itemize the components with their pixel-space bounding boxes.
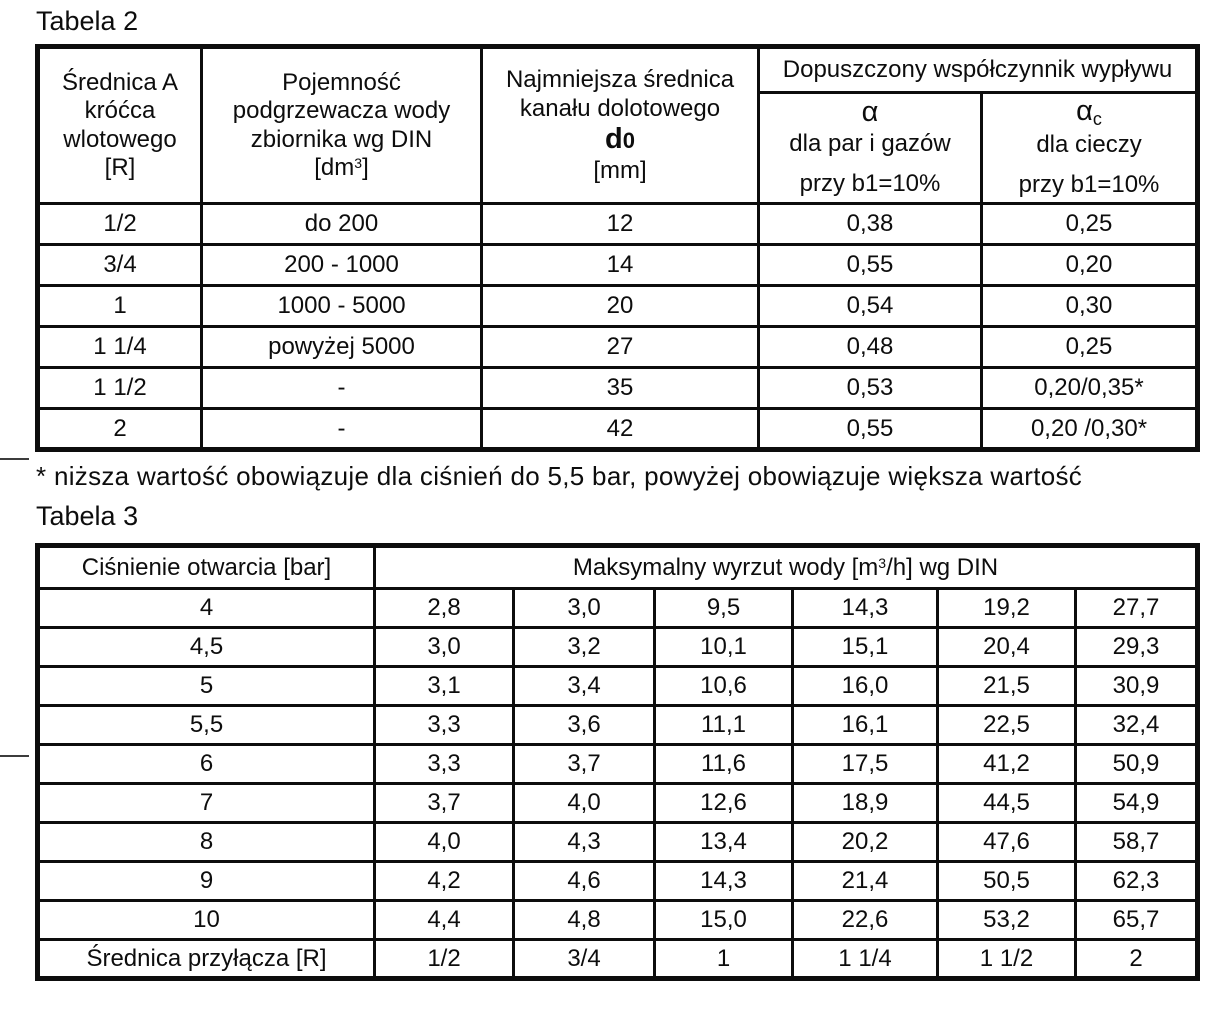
table3-cell: 4,6 <box>514 862 655 901</box>
table3-cell: 53,2 <box>938 901 1076 940</box>
table3-header-row <box>38 546 1198 589</box>
table2-cell: 1 1/4 <box>38 327 202 368</box>
table3-body <box>38 589 1198 979</box>
table2-cell: 14 <box>482 245 759 286</box>
table2-row <box>38 409 1198 450</box>
header-line: króćca <box>84 97 156 125</box>
table3-cell: 5,5 <box>38 706 375 745</box>
table3-cell: 7 <box>38 784 375 823</box>
header-line: przy b1=10% <box>799 170 941 198</box>
header-line: Średnica A <box>61 69 179 97</box>
table3-cell: 22,5 <box>938 706 1076 745</box>
header-line: dla par i gazów <box>789 129 951 157</box>
unit-superscript: 3 <box>878 554 887 571</box>
table3-cell: 30,9 <box>1076 667 1198 706</box>
table3-cell: 3,0 <box>375 628 514 667</box>
table3-cell: 65,7 <box>1076 901 1198 940</box>
table3-cell: 14,3 <box>793 589 938 628</box>
table3-cell: 15,1 <box>793 628 938 667</box>
header-unit-dm3 <box>203 154 480 182</box>
table3-cell: 4,2 <box>375 862 514 901</box>
table2-cell: 0,20 /0,30* <box>982 409 1198 450</box>
header-line: Najmniejsza średnica <box>505 66 735 94</box>
table3-cell: 4 <box>38 589 375 628</box>
table3-cell: 4,3 <box>514 823 655 862</box>
table3-cell: 1 <box>655 940 793 979</box>
table3-row <box>38 667 1198 706</box>
table3-cell: 10,6 <box>655 667 793 706</box>
table3-cell: 1 1/4 <box>793 940 938 979</box>
table3-cell: 16,0 <box>793 667 938 706</box>
table2-cell: 1000 - 5000 <box>202 286 482 327</box>
header-line: [R] <box>104 153 136 181</box>
table2-header-wspolczynnik: Dopuszczony współczynnik wypływu <box>759 47 1198 93</box>
table2-cell: 0,53 <box>759 368 982 409</box>
table2-cell: 35 <box>482 368 759 409</box>
table2-cell: 12 <box>482 204 759 245</box>
table3-row <box>38 784 1198 823</box>
table3-cell: 32,4 <box>1076 706 1198 745</box>
table2-row <box>38 286 1198 327</box>
table3-cell: 3,6 <box>514 706 655 745</box>
table2-body <box>38 204 1198 450</box>
table2-row <box>38 368 1198 409</box>
table2-cell: 20 <box>482 286 759 327</box>
table2-cell: 0,48 <box>759 327 982 368</box>
table2-header-pojemnosc <box>202 47 482 204</box>
table3-cell: 20,4 <box>938 628 1076 667</box>
table3-cell: 4,5 <box>38 628 375 667</box>
table3-cell: 18,9 <box>793 784 938 823</box>
table3-cell: 2 <box>1076 940 1198 979</box>
table3-cell: 21,4 <box>793 862 938 901</box>
table3-cell: 62,3 <box>1076 862 1198 901</box>
table2-header-row-1 <box>38 47 1198 93</box>
header-line: dla cieczy <box>1036 130 1142 158</box>
table3-row <box>38 901 1198 940</box>
table3 <box>35 543 1200 981</box>
header-line: Pojemność <box>282 69 401 97</box>
table3-cell: 10,1 <box>655 628 793 667</box>
table2-cell: 1 1/2 <box>38 368 202 409</box>
table2-cell: 1/2 <box>38 204 202 245</box>
header-text: /h] wg DIN <box>886 553 999 581</box>
table2-cell: 0,55 <box>759 409 982 450</box>
table3-cell: 11,1 <box>655 706 793 745</box>
table3-cell: 3,2 <box>514 628 655 667</box>
table3-cell: 27,7 <box>1076 589 1198 628</box>
header-line: wlotowego <box>63 125 177 153</box>
alpha-symbol: α <box>861 95 879 128</box>
table3-cell: 20,2 <box>793 823 938 862</box>
table3-cell: 3,4 <box>514 667 655 706</box>
table2-cell: do 200 <box>202 204 482 245</box>
table2-header-alpha-ciecze <box>982 93 1198 204</box>
header-line: podgrzewacza wody <box>232 97 451 125</box>
table3-row <box>38 589 1198 628</box>
table3-cell: 29,3 <box>1076 628 1198 667</box>
table2-header-alpha-gazy <box>759 93 982 204</box>
table2-title: Tabela 2 <box>36 6 139 36</box>
table2-cell: 1 <box>38 286 202 327</box>
table2-cell: 0,25 <box>982 204 1198 245</box>
table3-cell: 47,6 <box>938 823 1076 862</box>
table3-cell: 13,4 <box>655 823 793 862</box>
table3-cell: 12,6 <box>655 784 793 823</box>
table2-cell: 42 <box>482 409 759 450</box>
margin-mark-bottom <box>0 755 29 757</box>
table3-header-cisnienie: Ciśnienie otwarcia [bar] <box>38 546 375 589</box>
table3-cell: 4,0 <box>514 784 655 823</box>
table3-title: Tabela 3 <box>36 501 139 532</box>
alpha-c-symbol <box>983 94 1195 129</box>
table3-cell: 58,7 <box>1076 823 1198 862</box>
table3-row <box>38 745 1198 784</box>
table3-row <box>38 862 1198 901</box>
unit-superscript: 3 <box>354 154 363 171</box>
table3-row <box>38 706 1198 745</box>
table3-cell: 4,0 <box>375 823 514 862</box>
table3-row <box>38 940 1198 979</box>
table3-cell: 3,7 <box>514 745 655 784</box>
table3-cell: 3,3 <box>375 706 514 745</box>
table3-cell: 4,4 <box>375 901 514 940</box>
table2-cell: 0,25 <box>982 327 1198 368</box>
table3-cell: 50,9 <box>1076 745 1198 784</box>
table3-cell: 21,5 <box>938 667 1076 706</box>
table2-cell: - <box>202 409 482 450</box>
table3-cell: 1 1/2 <box>938 940 1076 979</box>
table3-cell: 22,6 <box>793 901 938 940</box>
header-unit-mm: [mm] <box>593 156 647 184</box>
table3-cell: 44,5 <box>938 784 1076 823</box>
table3-cell: 5 <box>38 667 375 706</box>
table3-cell: 4,8 <box>514 901 655 940</box>
table2-cell: 3/4 <box>38 245 202 286</box>
table2-cell: 2 <box>38 409 202 450</box>
header-text: Maksymalny wyrzut wody [m <box>572 553 879 581</box>
table2-header-kanal-dolotowy <box>482 47 759 204</box>
table2-row <box>38 245 1198 286</box>
table3-row <box>38 628 1198 667</box>
table2-row <box>38 327 1198 368</box>
alpha-symbol: α <box>1076 94 1093 127</box>
table2-cell: 0,55 <box>759 245 982 286</box>
unit-text: ] <box>362 153 369 181</box>
header-line: zbiornika wg DIN <box>250 125 433 153</box>
table2-cell: powyżej 5000 <box>202 327 482 368</box>
symbol-d: d <box>605 122 623 155</box>
table3-row <box>38 823 1198 862</box>
table2-cell: 0,38 <box>759 204 982 245</box>
header-line: przy b1=10% <box>1018 171 1160 199</box>
table2-cell: 27 <box>482 327 759 368</box>
table3-cell: 54,9 <box>1076 784 1198 823</box>
table3-cell: 1/2 <box>375 940 514 979</box>
table3-cell: 3,7 <box>375 784 514 823</box>
table3-cell: 41,2 <box>938 745 1076 784</box>
table3-cell: 17,5 <box>793 745 938 784</box>
table2-cell: 0,20/0,35* <box>982 368 1198 409</box>
header-line: kanału dolotowego <box>519 94 721 122</box>
table3-cell: 8 <box>38 823 375 862</box>
table3-cell: 10 <box>38 901 375 940</box>
table3-cell: 2,8 <box>375 589 514 628</box>
margin-mark-top <box>0 458 29 460</box>
table3-cell: 9,5 <box>655 589 793 628</box>
table2-cell: 0,20 <box>982 245 1198 286</box>
table3-header-wyrzut <box>375 546 1198 589</box>
table2 <box>35 44 1200 452</box>
alpha-subscript: c <box>1092 108 1102 129</box>
table3-cell: 19,2 <box>938 589 1076 628</box>
table3-cell: 3/4 <box>514 940 655 979</box>
table2-header-srednica-krocca <box>38 47 202 204</box>
table3-cell: 3,0 <box>514 589 655 628</box>
table3-cell: 6 <box>38 745 375 784</box>
symbol-zero: 0 <box>622 127 635 153</box>
table3-cell: 3,3 <box>375 745 514 784</box>
table2-row <box>38 204 1198 245</box>
table3-cell: 50,5 <box>938 862 1076 901</box>
table2-cell: - <box>202 368 482 409</box>
table3-cell: 9 <box>38 862 375 901</box>
unit-text: [dm <box>314 153 355 181</box>
table3-cell: Średnica przyłącza [R] <box>38 940 375 979</box>
table2-cell: 0,54 <box>759 286 982 327</box>
table3-cell: 14,3 <box>655 862 793 901</box>
table3-cell: 11,6 <box>655 745 793 784</box>
symbol-d0 <box>483 124 757 156</box>
footnote: * niższa wartość obowiązuje dla ciśnień do 5,5 bar, powyżej obowiązuje większa wartość <box>36 461 1083 492</box>
table2-cell: 200 - 1000 <box>202 245 482 286</box>
table3-cell: 16,1 <box>793 706 938 745</box>
table3-cell: 3,1 <box>375 667 514 706</box>
table3-cell: 15,0 <box>655 901 793 940</box>
table2-cell: 0,30 <box>982 286 1198 327</box>
